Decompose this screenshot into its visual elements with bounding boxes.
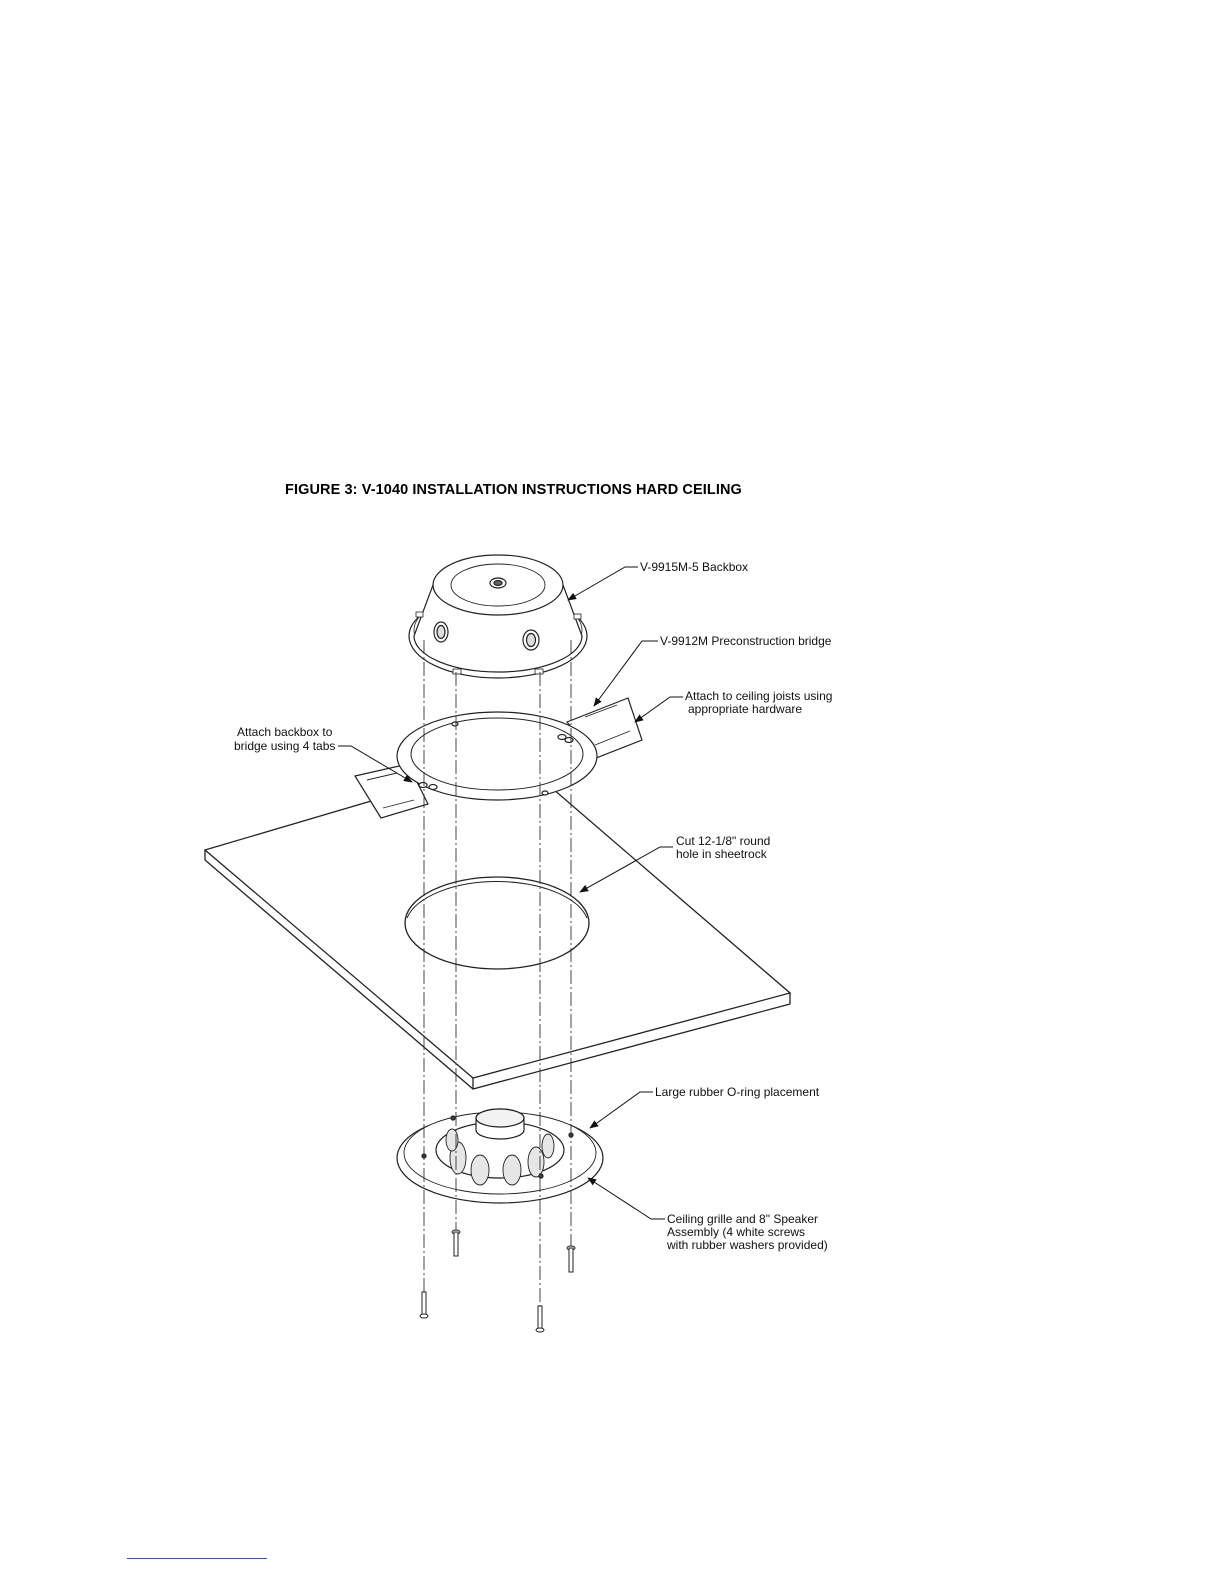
callout-grille-line2: Assembly (4 white screws	[667, 1225, 806, 1239]
callout-tabs-line1: Attach backbox to	[237, 725, 333, 739]
callout-hole-line2: hole in sheetrock	[676, 847, 767, 861]
speaker-grille	[397, 1109, 603, 1203]
callout-backbox: V-9915M-5 Backbox	[640, 560, 749, 574]
callout-joists-line2: appropriate hardware	[688, 702, 803, 716]
backbox	[409, 555, 587, 678]
callout-bridge: V-9912M Preconstruction bridge	[660, 634, 832, 648]
callout-tabs-line2: bridge using 4 tabs	[234, 739, 336, 753]
screw	[420, 1292, 428, 1318]
screw	[567, 1246, 575, 1272]
callout-grille-line1: Ceiling grille and 8" Speaker	[667, 1212, 819, 1226]
figure-title: FIGURE 3: V-1040 INSTALLATION INSTRUCTIONS HARD CEILING	[285, 482, 742, 498]
sheetrock-hole	[405, 877, 589, 969]
preconstruction-bridge	[355, 698, 642, 818]
callout-hole-line1: Cut 12-1/8" round	[676, 834, 771, 848]
screw	[452, 1230, 460, 1256]
callout-joists-line1: Attach to ceiling joists using	[685, 689, 833, 703]
screws	[420, 1230, 575, 1332]
callout-grille-line3: with rubber washers provided)	[667, 1238, 828, 1252]
screw	[536, 1306, 544, 1332]
footer-rule	[127, 1558, 267, 1559]
callout-oring: Large rubber O-ring placement	[655, 1085, 820, 1099]
